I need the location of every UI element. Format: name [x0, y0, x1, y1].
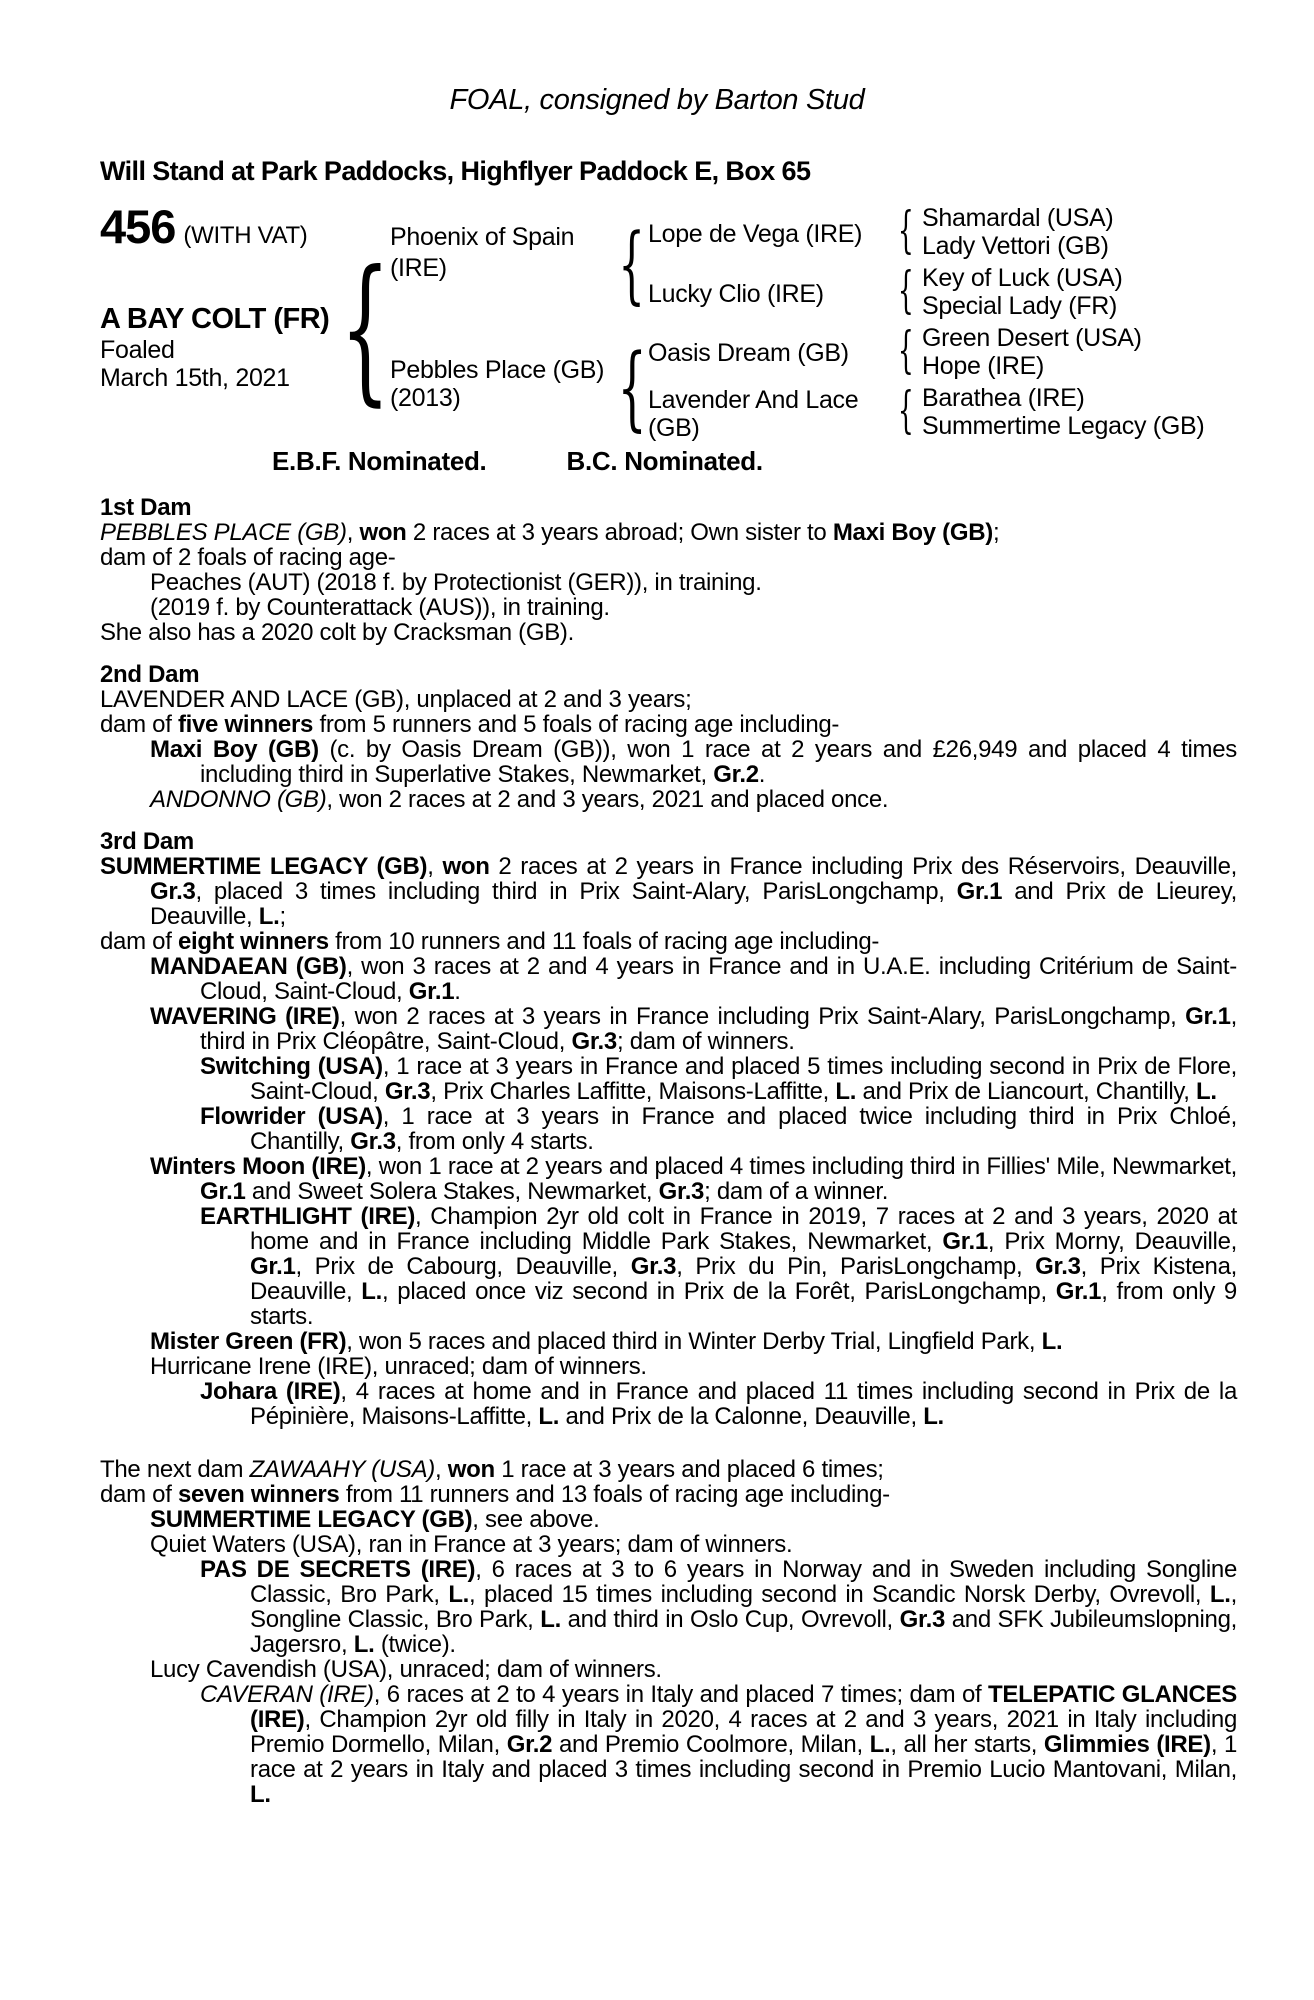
pedigree-brace-icon: {	[898, 261, 914, 319]
catalog-entry: dam of 2 foals of racing age-	[100, 544, 396, 571]
great-grandparent-name: Key of Luck (USA)	[922, 264, 1123, 292]
grandparent-name: Oasis Dream (GB)	[648, 339, 849, 367]
catalog-entry: dam of five winners from 5 runners and 5 foals of racing age including-	[100, 711, 840, 738]
catalog-entry: Switching (USA), 1 race at 3 years in France and placed 5 times including second in Prix de Flore, Saint-Cloud, Gr.3, Prix Charles Laffitte, Maisons-Laffitte, L. and Prix de Liancourt, Chantilly, L.	[200, 1053, 1237, 1105]
catalog-entry: SUMMERTIME LEGACY (GB), won 2 races at 2 years in France including Prix des Réservoirs, Deauville, Gr.3, placed 3 times including third in Prix Saint-Alary, ParisLongchamp, Gr.1 and Prix de Lieurey, Deauville, L.;	[100, 853, 1237, 930]
dam-name: Pebbles Place (GB)	[390, 356, 605, 384]
catalog-entry: EARTHLIGHT (IRE), Champion 2yr old colt in France in 2019, 7 races at 2 and 3 years, 2020 at home and in France including Middle Park Stakes, Newmarket, Gr.1, Prix Morny, Deauville, Gr.1, Prix de Cabourg, Deauville, Gr.3, Prix du Pin, ParisLongchamp, Gr.3, Prix Kistena, Deauville, L., placed once viz second in Prix de la Forêt, ParisLongchamp, Gr.1, from only 9 starts.	[200, 1203, 1238, 1330]
pedigree-brace-icon: {	[898, 321, 914, 379]
dam-sections	[0, 495, 1314, 1807]
grandparent-name: Lucky Clio (IRE)	[648, 280, 824, 308]
catalog-entry: ANDONNO (GB), won 2 races at 2 and 3 years, 2021 and placed once.	[150, 786, 889, 813]
catalog-entry: PAS DE SECRETS (IRE), 6 races at 3 to 6 years in Norway and in Sweden including Songline Classic, Bro Park, L., placed 15 times including second in Scandic Norsk Derby, Ovrevoll, L., Songline Classic, Bro Park, L. and third in Oslo Cup, Ovrevoll, Gr.3 and SFK Jubileumslopning, Jagersro, L. (twice).	[200, 1556, 1238, 1658]
section-heading: 1st Dam	[100, 494, 192, 521]
catalog-entry: Johara (IRE), 4 races at home and in France and placed 11 times including second in Prix de la Pépinière, Maisons-Laffitte, L. and Prix de la Calonne, Deauville, L.	[200, 1378, 1237, 1430]
pedigree-brace-icon: {	[339, 236, 391, 421]
vat-note: (WITH VAT)	[183, 222, 308, 249]
great-grandparent-name: Shamardal (USA)	[922, 204, 1114, 232]
catalog-entry: She also has a 2020 colt by Cracksman (GB).	[100, 619, 574, 646]
catalog-entry: Flowrider (USA), 1 race at 3 years in France and placed twice including third in Prix Chloé, Chantilly, Gr.3, from only 4 starts.	[200, 1103, 1237, 1155]
section-first-dam	[100, 495, 1237, 645]
catalog-entry: (2019 f. by Counterattack (AUS)), in training.	[150, 594, 610, 621]
section-second-dam	[100, 662, 1237, 812]
section-heading: 2nd Dam	[100, 661, 200, 688]
pedigree-brace-icon: {	[898, 201, 914, 259]
catalog-entry: Quiet Waters (USA), ran in France at 3 years; dam of winners.	[150, 1531, 793, 1558]
sire-suffix: (IRE)	[390, 254, 447, 282]
catalog-entry: Hurricane Irene (IRE), unraced; dam of winners.	[150, 1353, 647, 1380]
foaled-date: March 15th, 2021	[100, 364, 290, 392]
section-next-dam	[100, 1457, 1237, 1807]
great-grandparent-name: Summertime Legacy (GB)	[922, 412, 1205, 440]
bc-nominated: B.C. Nominated.	[566, 446, 763, 476]
catalog-entry: MANDAEAN (GB), won 3 races at 2 and 4 years in France and in U.A.E. including Critérium de Saint-Cloud, Saint-Cloud, Gr.1.	[150, 953, 1237, 1005]
catalog-entry: PEBBLES PLACE (GB), won 2 races at 3 years abroad; Own sister to Maxi Boy (GB);	[100, 519, 1000, 546]
catalog-entry: WAVERING (IRE), won 2 races at 3 years in France including Prix Saint-Alary, ParisLongchamp, Gr.1, third in Prix Cléopâtre, Saint-Cloud, Gr.3; dam of winners.	[150, 1003, 1237, 1055]
catalog-entry: LAVENDER AND LACE (GB), unplaced at 2 and 3 years;	[100, 686, 692, 713]
stand-location: Will Stand at Park Paddocks, Highflyer Paddock E, Box 65	[100, 156, 811, 186]
great-grandparent-name: Barathea (IRE)	[922, 384, 1085, 412]
colt-description: A BAY COLT (FR)	[100, 303, 330, 335]
catalog-entry: Peaches (AUT) (2018 f. by Protectionist (GER)), in training.	[150, 569, 762, 596]
grandparent-name: Lope de Vega (IRE)	[648, 220, 863, 248]
dam-suffix: (2013)	[390, 384, 461, 412]
grandparent-suffix: (GB)	[648, 414, 700, 442]
catalog-entry: SUMMERTIME LEGACY (GB), see above.	[150, 1506, 600, 1533]
section-heading: 3rd Dam	[100, 828, 194, 855]
catalog-entry: Maxi Boy (GB) (c. by Oasis Dream (GB)), won 1 race at 2 years and £26,949 and placed 4 times including third in Superlative Stakes, Newmarket, Gr.2.	[150, 736, 1237, 788]
lot-header	[100, 200, 308, 253]
pedigree-brace-icon: {	[617, 334, 647, 442]
catalog-entry: CAVERAN (IRE), 6 races at 2 to 4 years in Italy and placed 7 times; dam of TELEPATIC GLANCES (IRE), Champion 2yr old filly in Italy in 2020, 4 races at 2 and 3 years, 2021 in Italy including Premio Dormello, Milan, Gr.2 and Premio Coolmore, Milan, L., all her starts, Glimmies (IRE), 1 race at 2 years in Italy and placed 3 times including second in Premio Lucio Mantovani, Milan, L.	[200, 1681, 1237, 1808]
grandparent-name: Lavender And Lace	[648, 386, 859, 414]
consignment-title: FOAL, consigned by Barton Stud	[449, 84, 865, 116]
foaled-label: Foaled	[100, 336, 175, 364]
catalog-entry: dam of eight winners from 10 runners and 11 foals of racing age including-	[100, 928, 880, 955]
great-grandparent-name: Green Desert (USA)	[922, 324, 1142, 352]
ebf-nominated: E.B.F. Nominated.	[272, 446, 487, 476]
pedigree-tree	[0, 195, 1314, 447]
great-grandparent-name: Special Lady (FR)	[922, 292, 1117, 320]
section-third-dam	[100, 829, 1237, 1429]
catalog-entry: Lucy Cavendish (USA), unraced; dam of winners.	[150, 1656, 662, 1683]
pedigree-brace-icon: {	[618, 215, 646, 314]
catalog-entry: Mister Green (FR), won 5 races and placed third in Winter Derby Trial, Lingfield Park, L.	[150, 1328, 1063, 1355]
sire-name: Phoenix of Spain	[390, 223, 575, 251]
lot-number: 456	[100, 200, 176, 253]
nominations-line	[0, 447, 1314, 475]
catalog-entry: dam of seven winners from 11 runners and 13 foals of racing age including-	[100, 1481, 890, 1508]
great-grandparent-name: Hope (IRE)	[922, 352, 1045, 380]
great-grandparent-name: Lady Vettori (GB)	[922, 232, 1109, 260]
catalog-entry: The next dam ZAWAAHY (USA), won 1 race at 3 years and placed 6 times;	[100, 1456, 884, 1483]
pedigree-brace-icon: {	[898, 381, 914, 439]
catalog-entry: Winters Moon (IRE), won 1 race at 2 years and placed 4 times including third in Fillies' Mile, Newmarket, Gr.1 and Sweet Solera Stakes, Newmarket, Gr.3; dam of a winner.	[150, 1153, 1238, 1205]
